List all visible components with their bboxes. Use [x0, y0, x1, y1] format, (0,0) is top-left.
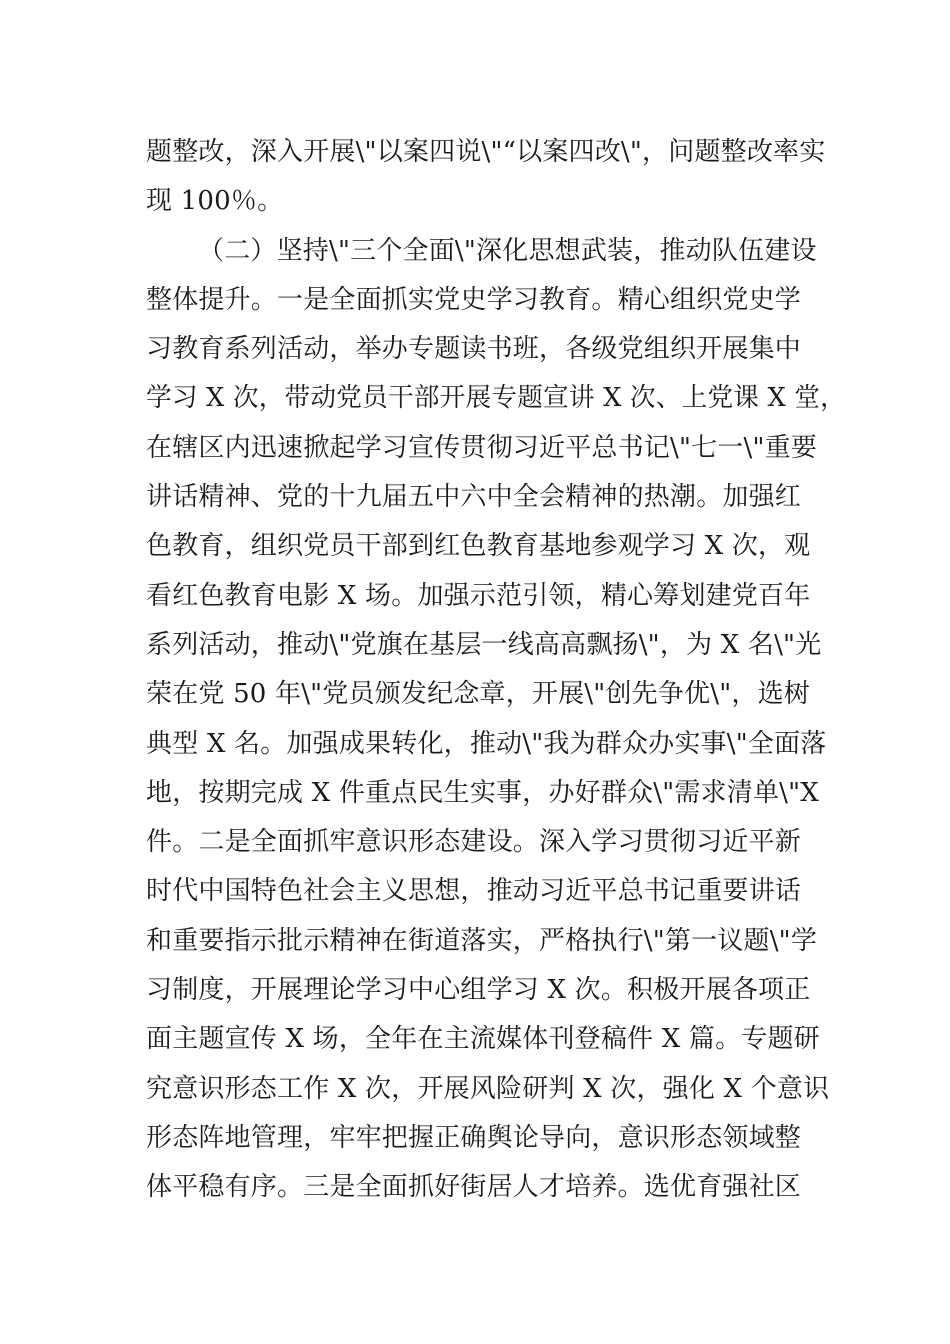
text-line: 习教育系列活动，举办专题读书班，各级党组织开展集中	[146, 334, 802, 365]
text-line: 在辖区内迅速掀起学习宣传贯彻习近平总书记\"七一\"重要	[146, 432, 818, 463]
text-line: 时代中国特色社会主义思想，推动习近平总书记重要讲话	[146, 876, 802, 907]
text-line: 习制度，开展理论学习中心组学习 X 次。积极开展各项正	[146, 975, 811, 1006]
text-line: 色教育，组织党员干部到红色教育基地参观学习 X 次，观	[146, 531, 811, 562]
text-line: 荣在党 50 年\"党员颁发纪念章，开展\"创先争优\"，选树	[146, 679, 810, 710]
paragraph-first-line: （二）坚持\"三个全面\"深化思想武装，推动队伍建设	[198, 235, 817, 266]
text-line: 面主题宣传 X 场，全年在主流媒体刊登稿件 X 篇。专题研	[146, 1024, 820, 1055]
text-line: 系列活动，推动\"党旗在基层一线高高飘扬\"，为 X 名\"光	[146, 629, 822, 660]
text-line: 现 100％。	[146, 186, 284, 217]
text-line: 和重要指示批示精神在街道落实，严格执行\"第一议题\"学	[146, 925, 818, 956]
text-line: 地，按期完成 X 件重点民生实事，办好群众\"需求清单\"X	[146, 777, 819, 808]
text-line: 究意识形态工作 X 次，开展风险研判 X 次，强化 X 个意识	[146, 1073, 830, 1104]
text-line: 典型 X 名。加强成果转化，推动\"我为群众办实事\"全面落	[146, 728, 827, 759]
body-text	[146, 128, 846, 1213]
text-line: 学习 X 次，带动党员干部开展专题宣讲 X 次、上党课 X 堂，	[146, 383, 847, 414]
text-line: 讲话精神、党的十九届五中六中全会精神的热潮。加强红	[146, 482, 802, 513]
text-line: 整体提升。一是全面抓实党史学习教育。精心组织党史学	[146, 284, 802, 315]
text-line: 形态阵地管理，牢牢把握正确舆论导向，意识形态领域整	[146, 1122, 802, 1153]
text-line: 体平稳有序。三是全面抓好街居人才培养。选优育强社区	[146, 1172, 802, 1203]
text-line: 题整改，深入开展\"以案四说\"“以案四改\"，问题整改率实	[146, 137, 826, 167]
text-line: 看红色教育电影 X 场。加强示范引领，精心筹划建党百年	[146, 580, 811, 611]
text-line: 件。二是全面抓牢意识形态建设。深入学习贯彻习近平新	[146, 827, 802, 858]
